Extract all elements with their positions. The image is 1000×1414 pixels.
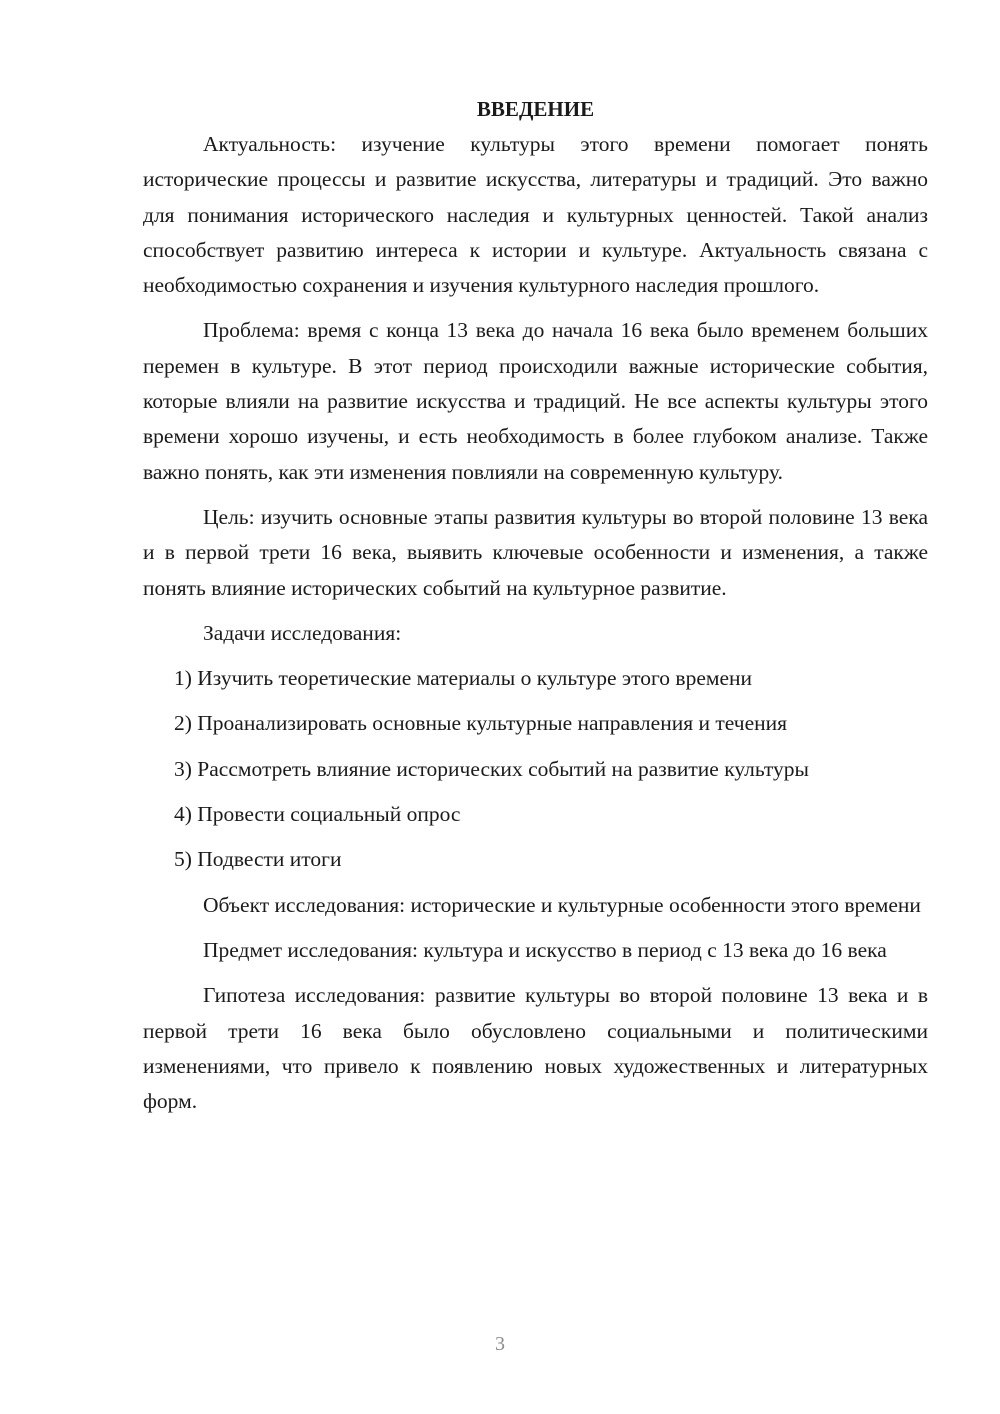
section-title: ВВЕДЕНИЕ (476, 97, 595, 121)
object-paragraph: Объект исследования: исторические и культурные особенности этого времени (203, 892, 921, 917)
subject-paragraph: Предмет исследования: культура и искусство в период с 13 века до 16 века (203, 937, 887, 962)
list-item: 3) Рассмотреть влияние исторических событий на развитие культуры (174, 756, 809, 781)
relevance-paragraph: Актуальность: изучение культуры этого времени помогает понять исторические процессы и развитие искусства, литературы и традиций. Это важно для понимания исторического наследия и культурных ценностей. Такой анализ способствует развитию интереса к истории и культуре. Актуальность связана с необходимостью сохранения и изучения культурного наследия прошлого. (143, 132, 928, 298)
page-number: 3 (495, 1333, 505, 1355)
list-item: 1) Изучить теоретические материалы о культуре этого времени (174, 666, 753, 691)
page-content (143, 92, 928, 1129)
hypothesis-paragraph: Гипотеза исследования: развитие культуры во второй половине 13 века и в первой трети 16 века было обусловлено социальными и политическими изменениями, что привело к появлению новых художественных и литературных форм. (143, 983, 928, 1114)
problem-paragraph: Проблема: время с конца 13 века до начала 16 века было временем больших перемен в культуре. В этот период происходили важные исторические события, которые влияли на развитие искусства и традиций. Не все аспекты культуры этого времени хорошо изучены, и есть необходимость в более глубоком анализе. Также важно понять, как эти изменения повлияли на современную культуру. (143, 318, 928, 484)
tasks-heading: Задачи исследования: (203, 620, 402, 645)
list-item: 4) Провести социальный опрос (174, 802, 461, 827)
tasks-list (143, 661, 928, 877)
list-item: 2) Проанализировать основные культурные направления и течения (174, 711, 788, 736)
list-item: 5) Подвести итоги (174, 847, 342, 872)
goal-paragraph: Цель: изучить основные этапы развития культуры во второй половине 13 века и в первой трети 16 века, выявить ключевые особенности и изменения, а также понять влияние исторических событий на культурное развитие. (143, 504, 928, 600)
